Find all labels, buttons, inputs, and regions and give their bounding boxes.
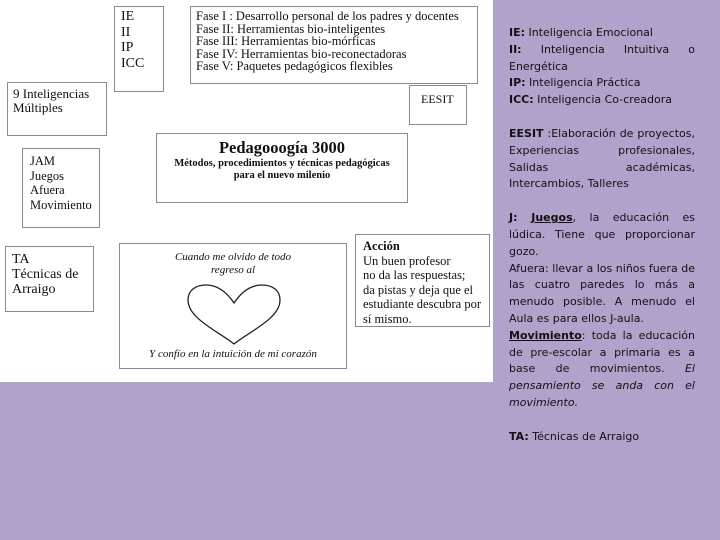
note-ie-key: IE:: [509, 26, 526, 39]
note-juegos: [509, 210, 695, 260]
phase-4: Fase IV: Herramientas bio-reconectadoras: [196, 46, 407, 61]
note-ip: [509, 75, 695, 92]
note-j-text: , la educación es lúdica. Tiene que proporcionar gozo.: [509, 211, 695, 258]
jam-line-3: Afuera: [30, 183, 65, 197]
acronym-ie: IE: [121, 9, 135, 24]
note-ip-key: IP:: [509, 76, 526, 90]
jam-line-1: JAM: [30, 154, 56, 168]
action-line-2: no da las respuestas;: [363, 268, 466, 282]
multi-line-1: 9 Inteligencias: [13, 86, 90, 101]
notes-panel: [509, 25, 695, 446]
note-eesit-key: EESIT: [509, 126, 544, 140]
quote-top-2: regreso al: [210, 264, 256, 276]
note-ii-text: Inteligencia Intuitiva o Energética: [509, 42, 695, 73]
action-line-4: estudiante descubra por: [363, 297, 482, 311]
heart-quote-box: [119, 243, 347, 369]
note-ta-key: TA:: [509, 429, 529, 443]
note-mov-text: : toda la educación de pre-escolar a primaria es a base de movimientos.: [509, 328, 695, 376]
note-j-key: J:: [509, 211, 532, 225]
jam-box: [22, 148, 100, 228]
phase-1: Fase I : Desarrollo personal de los padres y docentes: [196, 9, 459, 23]
note-ip-text: Inteligencia Práctica: [525, 76, 641, 90]
eesit-label: EESIT: [421, 92, 454, 106]
note-afuera: Afuera: llevar a los niños fuera de las cuatro paredes lo más a menudo posible. A menudo el Aula es para ellos J-aula.: [509, 261, 695, 325]
note-ta-text: Técnicas de Arraigo: [528, 429, 640, 443]
note-icc-text: Inteligencia Co-creadora: [533, 93, 673, 107]
central-subtitle-1: Métodos, procedimientos y técnicas pedagógicas: [174, 158, 390, 169]
note-eesit-text: :Elaboración de proyectos, Experiencias profesionales, Salidas académicas, Intercambios, Talleres: [509, 126, 695, 191]
quote-bottom: Y confío en la intuición de mi corazón: [149, 348, 317, 360]
eesit-box: [409, 85, 467, 125]
phases-box: [190, 6, 478, 84]
note-icc: [509, 92, 695, 109]
note-eesit: [509, 126, 695, 193]
note-movimiento: [509, 328, 695, 412]
note-ii-key: II:: [509, 42, 522, 56]
phase-5: Fase V: Paquetes pedagógicos flexibles: [196, 59, 393, 73]
multi-line-2: Múltiples: [13, 100, 63, 115]
note-j-word: Juegos: [531, 211, 573, 225]
phase-3: Fase III: Herramientas bio-mórficas: [196, 34, 376, 48]
central-title: Pedagooogía 3000: [218, 138, 346, 157]
heart-icon: [186, 284, 282, 346]
ta-box: [5, 246, 94, 312]
acronym-ip: IP: [121, 40, 134, 55]
action-line-5: sí mismo.: [363, 311, 412, 326]
acronym-ii: II: [121, 24, 131, 40]
jam-line-4: Movimiento: [30, 197, 92, 212]
action-line-3: da pistas y deja que el: [363, 282, 474, 297]
action-box: [355, 234, 490, 327]
acronym-icc: ICC: [121, 55, 145, 71]
note-mov-key: Movimiento: [509, 328, 582, 342]
ta-line-3: Arraigo: [12, 282, 56, 297]
note-ta: [509, 429, 695, 446]
central-subtitle-2: para el nuevo milenio: [233, 169, 331, 181]
multiple-intelligences-box: [7, 82, 107, 136]
ta-line-1: TA: [12, 252, 30, 267]
action-line-1: Un buen profesor: [363, 253, 451, 268]
central-title-box: [156, 133, 408, 203]
note-mov-italic: El pensamiento se anda con el movimiento.: [509, 362, 695, 409]
note-ii: [509, 42, 695, 76]
jam-line-2: Juegos: [30, 168, 65, 183]
diagram-canvas: [0, 0, 493, 382]
quote-top-1: Cuando me olvido de todo: [174, 251, 292, 263]
action-title: Acción: [363, 239, 400, 253]
phase-2: Fase II: Herramientas bio-inteligentes: [196, 21, 386, 36]
note-icc-key: ICC:: [509, 93, 534, 107]
intelligences-acronyms-box: [114, 6, 164, 92]
note-ie: [509, 25, 695, 42]
note-ie-text: Inteligencia Emocional: [525, 26, 653, 39]
ta-line-2: Técnicas de: [12, 267, 79, 282]
